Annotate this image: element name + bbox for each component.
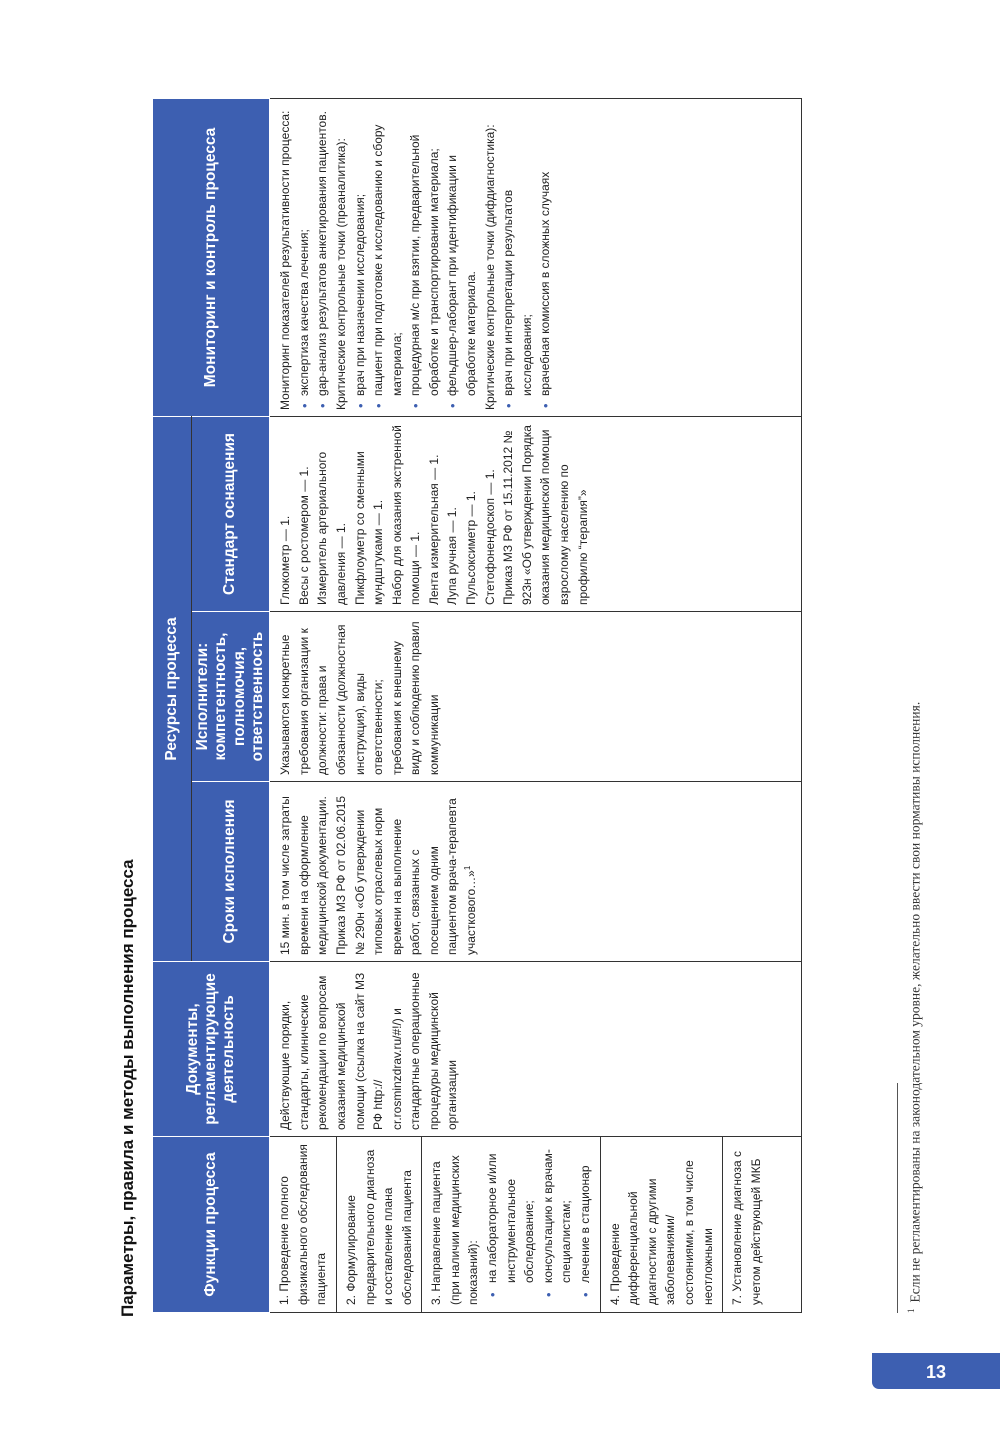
function-bullet: • на лабораторное и/или инструментальное обследование; xyxy=(483,1144,539,1305)
table-row xyxy=(270,98,802,1312)
function-item xyxy=(337,1137,422,1312)
monitoring-pre-bullets xyxy=(351,105,481,410)
monitoring-pre-title: Критические контрольные точки (преаналитика): xyxy=(333,138,348,410)
footnote-divider xyxy=(897,1083,898,1313)
equipment-item: Лента измерительная — 1. xyxy=(426,454,441,605)
function-bullet: • лечение в стационар xyxy=(576,1144,595,1305)
monitoring-intro-bullets xyxy=(295,105,332,410)
monitoring-bullet: • фельдшер-лаборант при идентификации и обработке материала. xyxy=(443,105,480,410)
documents-text: Действующие порядки, стандарты, клинические рекомендации по вопросам оказания медицинской помощи (ссылка на сайт МЗ РФ http:// cr.rosminzdrav.ru/#!/) и стандартные операционные процедуры медицинской организации xyxy=(278,972,460,1130)
equipment-item: Глюкометр — 1. xyxy=(278,515,293,605)
footnote-text: Если не регламентированы на законодательном уровне, желательно ввести свои нормативы исполнения. xyxy=(907,701,923,1303)
page-number-holder xyxy=(921,1355,951,1389)
monitoring-bullet: • экспертиза качества лечения; xyxy=(295,105,314,410)
monitoring-bullet: • пациент при подготовке к исследованию и сбору материала; xyxy=(369,105,406,410)
equipment-item: Пикфлоуметр со сменными мундштуками — 1. xyxy=(352,451,386,605)
function-item xyxy=(723,1137,770,1312)
equipment-item: Измеритель артериального давления — 1. xyxy=(315,451,348,605)
header-functions: Функции процесса xyxy=(153,1137,270,1313)
footnote xyxy=(906,702,924,1313)
monitoring-cell xyxy=(270,98,802,416)
header-monitoring: Мониторинг и контроль процесса xyxy=(153,98,270,416)
monitoring-bullet: • врачебная комиссия в сложных случаях xyxy=(536,105,555,410)
function-item xyxy=(601,1137,724,1312)
function-text: 4. Проведение дифференциальной диагностики с другими заболеваниями/состояниями, в том числе неотложными xyxy=(607,1160,715,1305)
function-item xyxy=(422,1137,600,1312)
function-bullets xyxy=(483,1144,595,1305)
equipment-item: Лупа ручная — 1. xyxy=(445,507,460,605)
header-documents: Документы, регламентирующие деятельность xyxy=(153,962,270,1137)
equipment-item: Пульсоксиметр — 1. xyxy=(464,491,479,605)
monitoring-bullet: • врач при интерпретации результатов исследования; xyxy=(499,105,536,410)
executors-cell xyxy=(270,612,802,782)
function-text: 3. Направление пациента (при наличии медицинских показаний): xyxy=(429,1155,481,1305)
documents-cell xyxy=(270,962,802,1137)
equipment-item: Приказ МЗ РФ от 15.11.2012 № 923н «Об утверждении Порядка оказания медицинской помощи взрослому населению по профилю “терапия”» xyxy=(501,425,590,605)
monitoring-bullet: • врач при назначении исследования; xyxy=(351,105,370,410)
monitoring-bullet: • процедурная м/с при взятии, предварительной обработке и транспортировании материала; xyxy=(406,105,443,410)
monitoring-post-bullets xyxy=(499,105,555,410)
header-equipment: Стандарт оснащения xyxy=(192,416,270,611)
functions-cell xyxy=(270,1137,802,1313)
monitoring-post-title: Критические контрольные точки (дифдиагностика): xyxy=(482,124,497,410)
monitoring-bullet: • gap-анализ результатов анкетирования пациентов. xyxy=(313,105,332,410)
monitoring-intro: Мониторинг показателей результативности процесса: xyxy=(278,110,293,410)
equipment-cell xyxy=(270,416,802,611)
page-number: 13 xyxy=(925,1362,947,1382)
function-text: 7. Установление диагноза с учетом действующей МКБ xyxy=(730,1150,763,1305)
footnote-ref: 1 xyxy=(463,865,473,871)
header-row-1 xyxy=(153,98,192,1312)
equipment-item: Набор для оказания экстренной помощи — 1. xyxy=(389,425,423,605)
function-item xyxy=(270,1137,337,1312)
header-resources: Ресурсы процесса xyxy=(153,416,192,961)
deadlines-text: 15 мин. в том числе затраты времени на оформление медицинской документации. Приказ МЗ РФ от 02.06.2015 № 290н «Об утверждении типовых отраслевых норм времени на выполнение работ, связанных с посещением одним пациентом врача-терапевта участкового…» xyxy=(278,795,479,955)
equipment-item: Весы с ростомером — 1. xyxy=(296,466,311,605)
footnote-mark: 1 xyxy=(906,1308,916,1313)
process-table xyxy=(152,98,802,1313)
executors-text: Указываются конкретные требования организации к должности: права и обязанности (должностная инструкция), виды ответственности; требования к внешнему виду и соблюдению правил коммуникации xyxy=(278,621,441,775)
page-title: Параметры, правила и методы выполнения процесса xyxy=(118,859,137,1317)
function-text: 2. Формулирование предварительного диагноза и составление плана обследований пациента xyxy=(343,1149,414,1305)
header-executors: Исполнители: компетентность, полномочия, ответственность xyxy=(192,612,270,782)
function-bullet: • консультацию к врачам-специалистам; xyxy=(539,1144,576,1305)
header-deadlines: Сроки исполнения xyxy=(192,782,270,962)
function-text: 1. Проведение полного физикального обследования пациента xyxy=(277,1144,329,1305)
equipment-item: Стетофонендоскоп — 1. xyxy=(482,469,497,605)
deadlines-cell xyxy=(270,782,802,962)
